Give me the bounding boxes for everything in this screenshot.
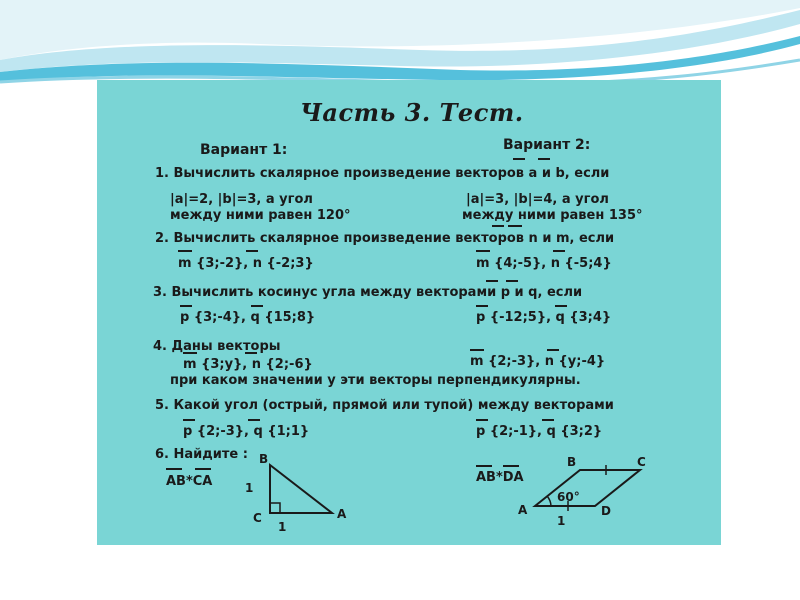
vector-bar-m-v2 [476,250,490,252]
vector-bar-q-q5v2 [542,419,554,421]
question-3-text: 3. Вычислить косинус угла между векторами p и q, если [153,285,583,300]
q4-variant-2-vectors: m {2;-3}, n {y;-4} [470,354,606,369]
triangle-vertex-c: C [253,511,262,525]
vector-bar-n-q4v2 [547,349,559,351]
q1-variant-1-line-2: между ними равен 120° [170,208,351,223]
q3-variant-2-vectors: p {-12;5}, q {3;4} [476,310,612,325]
right-triangle-figure [240,448,360,538]
vector-bar-q [506,280,518,282]
vector-bar-n [492,225,504,227]
vector-bar-p-v1 [180,305,192,307]
vector-bar-b [538,158,550,160]
triangle-side-ca-label: 1 [278,520,287,534]
parallelogram-vertex-d: D [601,504,611,518]
q5-variant-1-vectors: p {2;-3}, q {1;1} [183,424,310,439]
vector-bar-m-q4v2 [470,349,484,351]
vector-bar-q-q5v1 [248,419,260,421]
parallelogram-vertex-a: A [518,503,528,517]
vector-bar-p-q5v2 [476,419,488,421]
q1-variant-2-line-2: между ними равен 135° [462,208,643,223]
q3-variant-1-vectors: p {3;-4}, q {15;8} [180,310,316,325]
page-title: Часть 3. Тест. [300,98,524,127]
q1-variant-1-line-1: |a|=2, |b|=3, а угол [170,192,313,207]
parallelogram-figure [515,452,655,534]
parallelogram-side-ad-label: 1 [557,514,566,528]
variant-1-heading: Вариант 1: [200,142,288,158]
vector-bar-ab-v1 [166,468,182,470]
q6-variant-1-expression: AB*CA [166,474,213,489]
parallelogram-angle-label: 60° [557,490,580,504]
q5-variant-2-vectors: p {2;-1}, q {3;2} [476,424,603,439]
header-waves-decoration [0,0,800,90]
variant-2-heading: Вариант 2: [503,137,591,153]
q2-variant-2-vectors: m {4;-5}, n {-5;4} [476,256,612,271]
vector-bar-n-v1 [246,250,258,252]
q1-variant-2-line-1: |a|=3, |b|=4, а угол [466,192,609,207]
vector-bar-q-v1 [251,305,263,307]
vector-bar-q-v2 [555,305,567,307]
vector-bar-m-q4v1 [183,352,197,354]
parallelogram-vertex-c: C [637,455,646,469]
parallelogram-shape [535,470,640,506]
question-5-text: 5. Какой угол (острый, прямой или тупой) между векторами [155,398,614,413]
vector-bar-ab-v2 [476,465,492,467]
parallelogram-vertex-b: B [567,455,577,469]
question-4-condition: при каком значении y эти векторы перпендикулярны. [170,373,581,388]
question-2-text: 2. Вычислить скалярное произведение векторов n и m, если [155,231,615,246]
q4-variant-1-vectors: m {3;y}, n {2;-6} [183,357,313,372]
vector-bar-n-v2 [553,250,565,252]
angle-arc [547,496,551,506]
vector-bar-ca-v1 [195,468,211,470]
vector-bar-p-v2 [476,305,488,307]
vector-bar-p-q5v1 [183,419,195,421]
q2-variant-1-vectors: m {3;-2}, n {-2;3} [178,256,314,271]
right-angle-mark [270,503,280,513]
vector-bar-m-v1 [178,250,192,252]
vector-bar-p [486,280,498,282]
question-6-text: 6. Найдите : [155,447,248,462]
triangle-vertex-a: A [337,507,347,521]
vector-bar-m [508,225,522,227]
question-1-text: 1. Вычислить скалярное произведение векторов a и b, если [155,166,610,181]
triangle-side-bc-label: 1 [245,481,254,495]
question-4-text: 4. Даны векторы [153,339,281,354]
triangle-vertex-b: B [259,452,269,466]
vector-bar-a [513,158,525,160]
vector-bar-n-q4v1 [245,352,257,354]
q6-variant-2-expression: AB*DA [476,470,524,485]
